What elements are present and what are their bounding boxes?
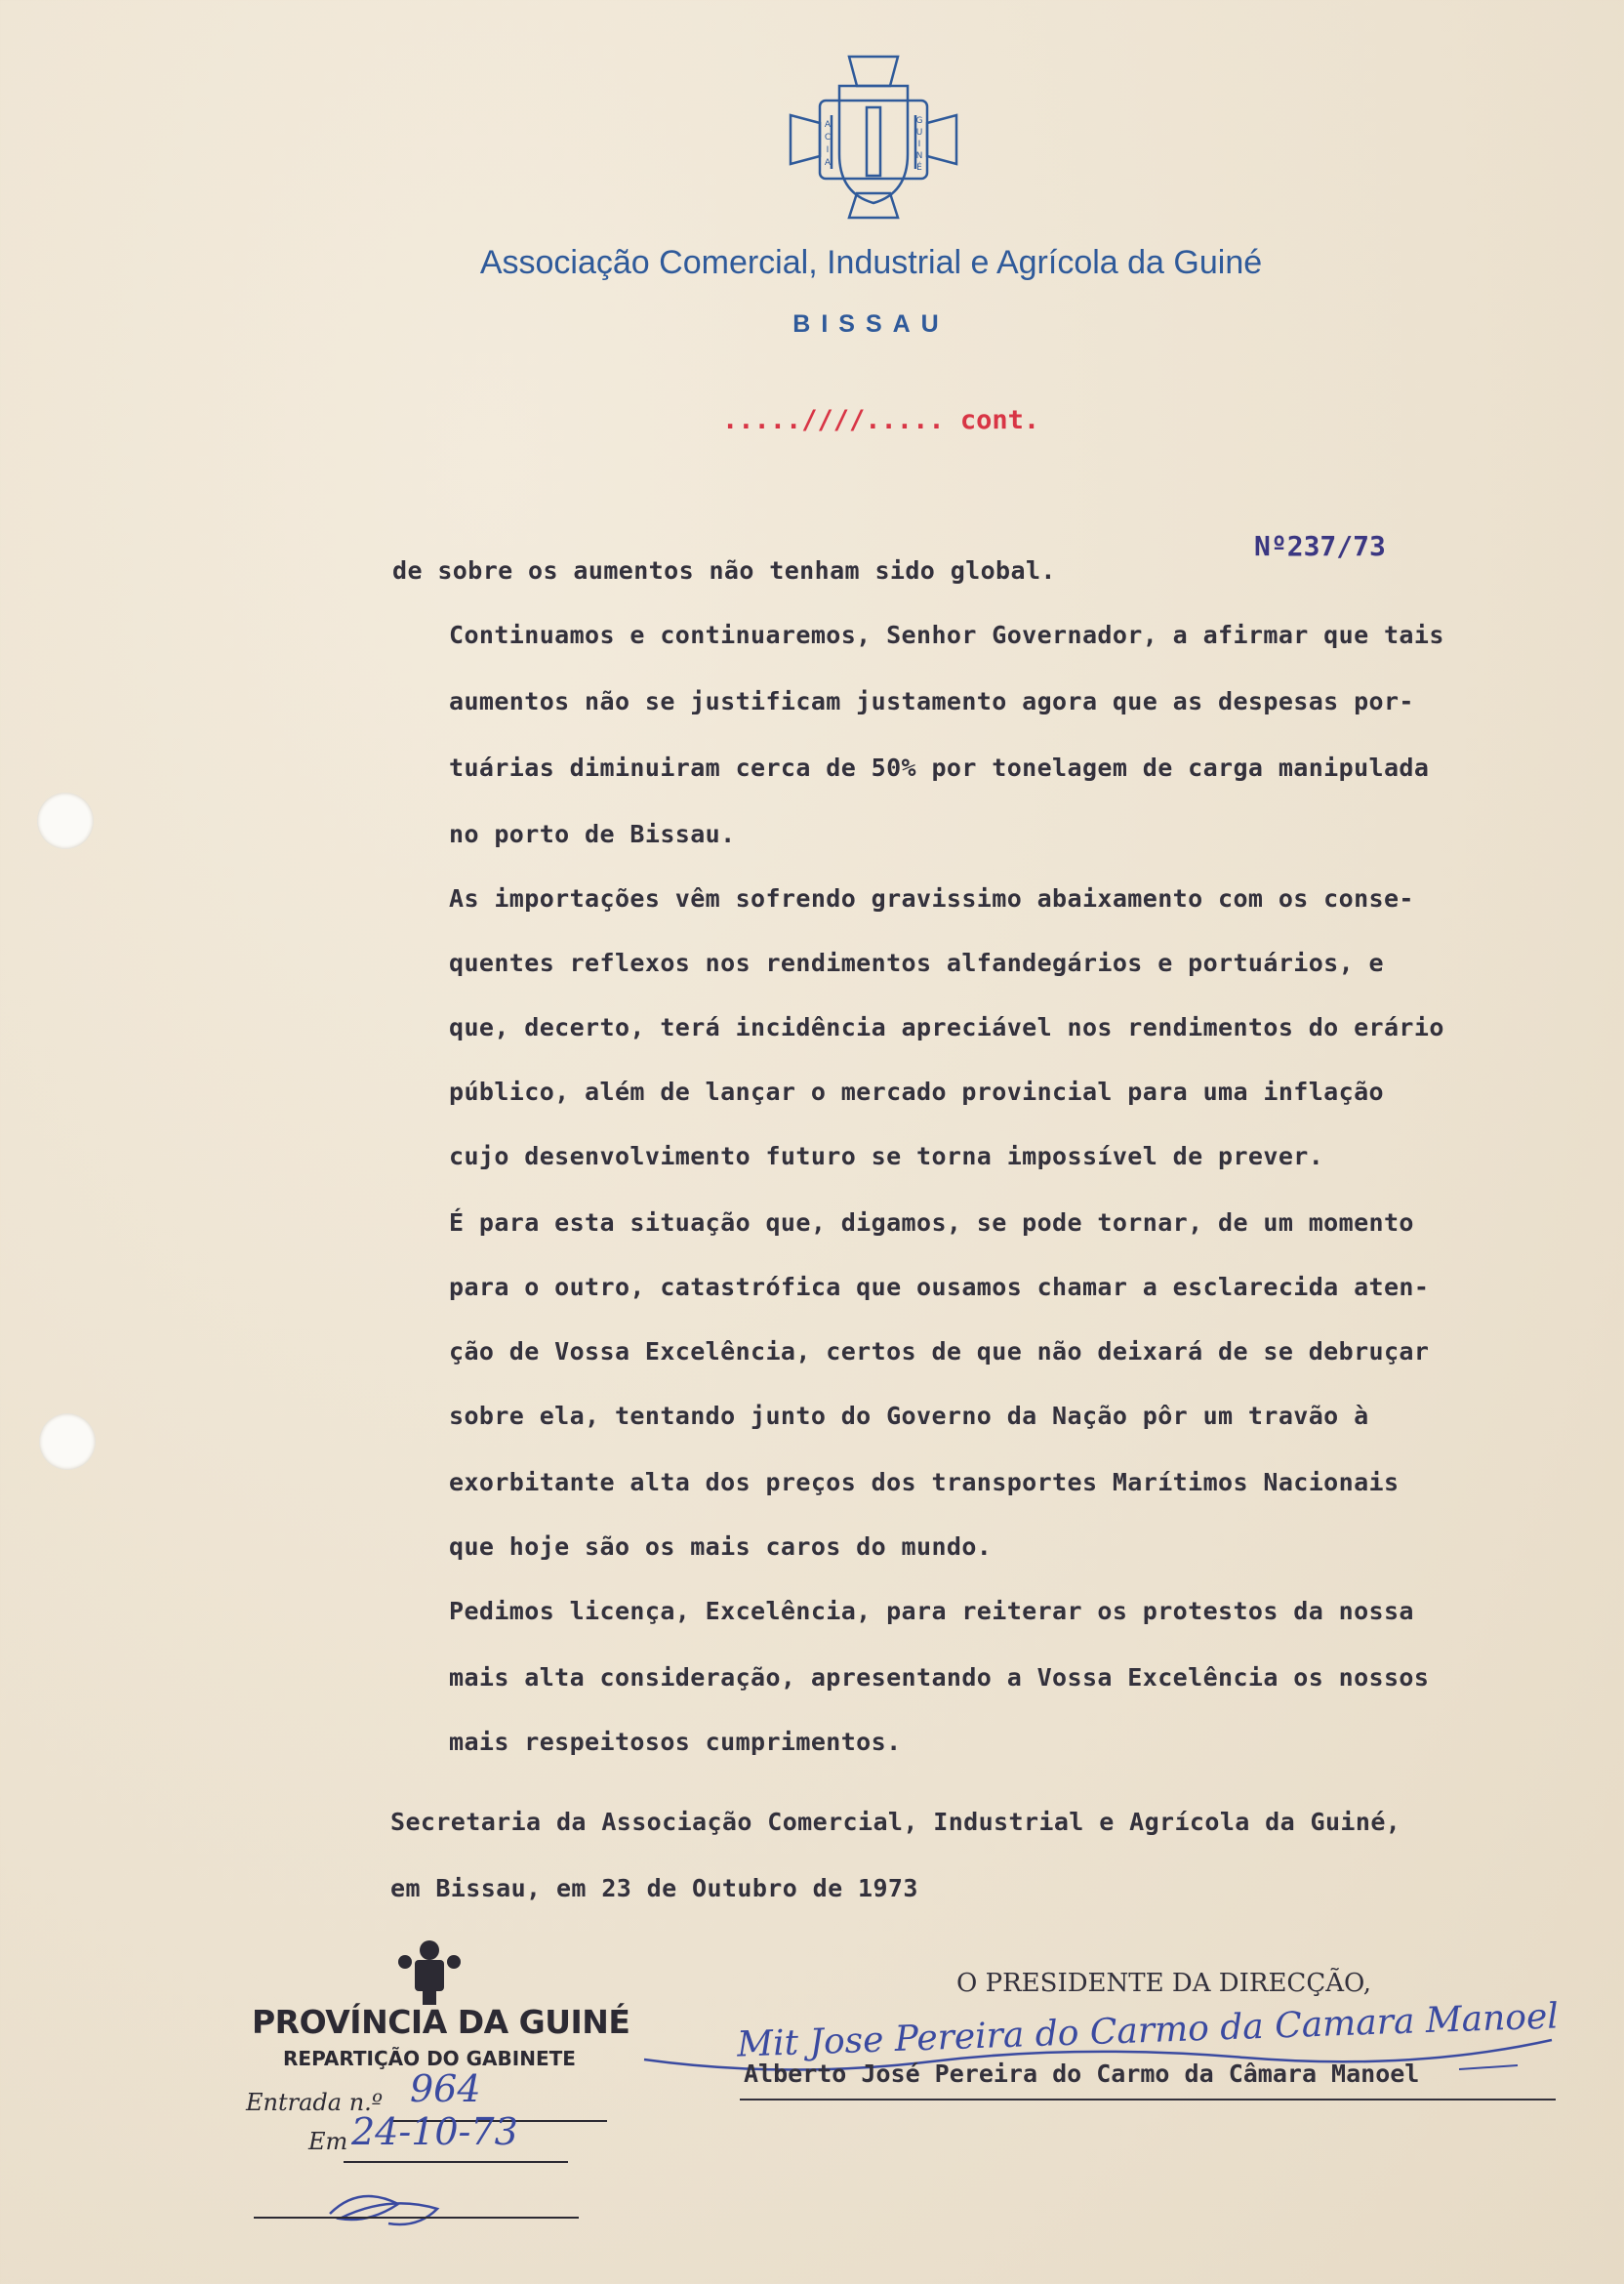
body-line: de sobre os aumentos não tenham sido global. xyxy=(392,556,1056,585)
punch-hole-bottom xyxy=(39,1413,96,1470)
crest-letter: G xyxy=(915,116,923,126)
crest-letter: A xyxy=(824,120,832,130)
body-line: Pedimos licença, Excelência, para reiterar os protestos da nossa xyxy=(449,1597,1414,1625)
crest-letter: C xyxy=(824,133,832,143)
president-title: O PRESIDENTE DA DIRECÇÃO, xyxy=(956,1969,1372,1998)
body-line: sobre ela, tentando junto do Governo da Nação pôr um travão à xyxy=(449,1402,1369,1430)
closing-line-2: em Bissau, em 23 de Outubro de 1973 xyxy=(390,1874,918,1902)
reference-number: Nº237/73 xyxy=(1254,530,1386,562)
crest-letter: N xyxy=(915,151,923,161)
body-line: que, decerto, terá incidência apreciável nos rendimentos do erário xyxy=(449,1013,1444,1041)
continuation-mark: .....////..... cont. xyxy=(722,405,1040,435)
crest-letter: I xyxy=(826,145,830,155)
crest-letter: U xyxy=(915,128,923,138)
body-line: Continuamos e continuaremos, Senhor Governador, a afirmar que tais xyxy=(449,621,1444,649)
organization-city: BISSAU xyxy=(792,310,950,338)
signer-underline xyxy=(740,2099,1556,2100)
stamp-date-line xyxy=(344,2161,568,2163)
crest-letter: I xyxy=(917,140,921,149)
arms-stamp-icon xyxy=(386,1933,473,2011)
body-line: que hoje são os mais caros do mundo. xyxy=(449,1532,993,1561)
stamp-entry-label: Entrada n.º xyxy=(246,2089,384,2116)
handwritten-signature: Mit Jose Pereira do Carmo da Camara Manoel xyxy=(736,1996,1560,2065)
crest-emblem xyxy=(781,47,966,223)
body-line: cujo desenvolvimento futuro se torna impossível de prever. xyxy=(449,1142,1324,1170)
body-line: exorbitante alta dos preços dos transportes Marítimos Nacionais xyxy=(449,1468,1400,1496)
crest-letter: É xyxy=(916,163,922,173)
stamp-entry-number: 964 xyxy=(410,2067,481,2110)
crest-letter: A xyxy=(824,158,832,168)
body-line: tuárias diminuiram cerca de 50% por tonelagem de carga manipulada xyxy=(449,754,1430,782)
stamp-title: PROVÍNCIA DA GUINÉ xyxy=(252,2003,630,2041)
stamp-date-label: Em xyxy=(308,2128,348,2155)
stamp-department: REPARTIÇÃO DO GABINETE xyxy=(283,2047,576,2070)
body-line: mais respeitosos cumprimentos. xyxy=(449,1728,902,1756)
body-line: no porto de Bissau. xyxy=(449,820,736,848)
stamp-initials-scribble xyxy=(252,2175,584,2253)
body-line: quentes reflexos nos rendimentos alfandegários e portuários, e xyxy=(449,949,1384,977)
stamp-date-value: 24-10-73 xyxy=(351,2110,518,2153)
body-line: ção de Vossa Excelência, certos de que não deixará de se debruçar xyxy=(449,1337,1430,1366)
body-line: As importações vêm sofrendo gravissimo abaixamento com os conse- xyxy=(449,884,1414,913)
body-line: público, além de lançar o mercado provincial para uma inflação xyxy=(449,1078,1384,1106)
body-line: mais alta consideração, apresentando a Vossa Excelência os nossos xyxy=(449,1663,1430,1692)
organization-name: Associação Comercial, Industrial e Agrícola da Guiné xyxy=(479,244,1263,281)
signer-name: Alberto José Pereira do Carmo da Câmara Manoel xyxy=(744,2060,1420,2088)
punch-hole-top xyxy=(37,793,94,849)
body-line: para o outro, catastrófica que ousamos chamar a esclarecida aten- xyxy=(449,1273,1430,1301)
body-line: É para esta situação que, digamos, se pode tornar, de um momento xyxy=(449,1208,1414,1237)
closing-line-1: Secretaria da Associação Comercial, Industrial e Agrícola da Guiné, xyxy=(390,1808,1401,1836)
body-line: aumentos não se justificam justamento agora que as despesas por- xyxy=(449,687,1414,715)
